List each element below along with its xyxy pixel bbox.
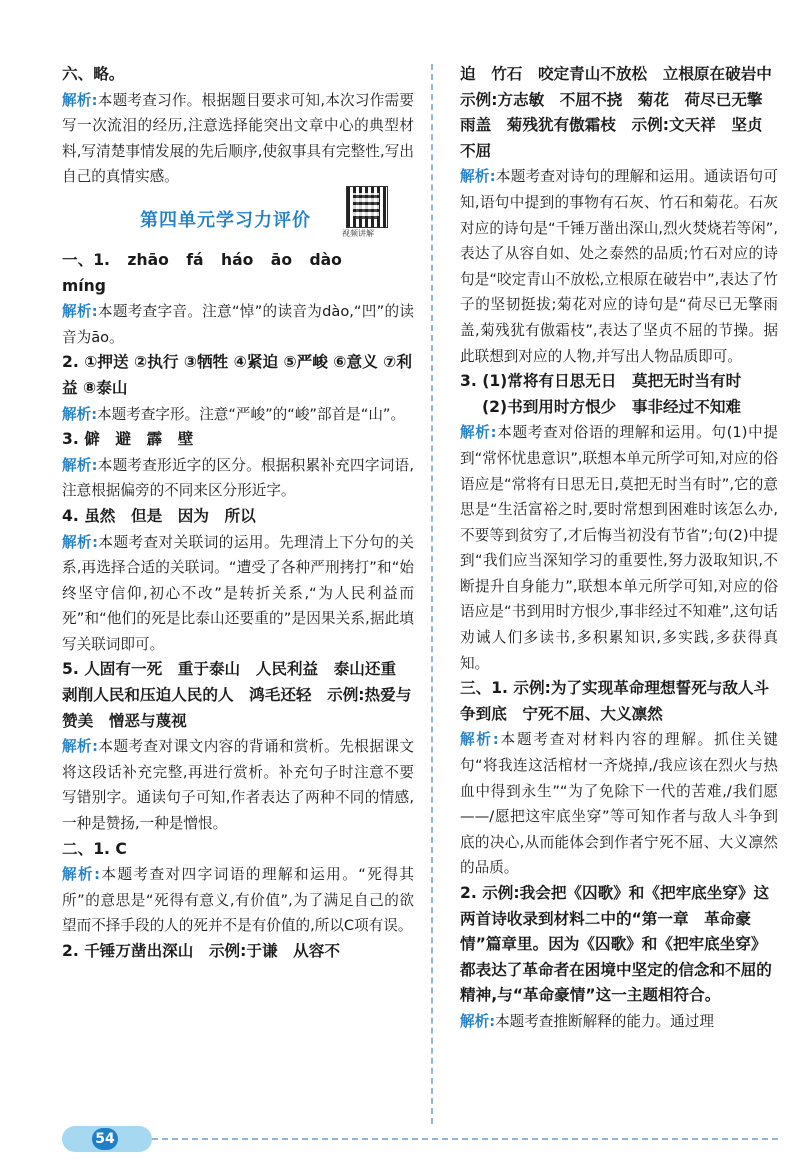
left-column: [62, 62, 414, 965]
section2-q1: 二、1. C: [62, 839, 127, 858]
pinyin-1: zhāo: [127, 250, 169, 269]
pinyin-3: háo: [221, 250, 254, 269]
q4-answer: 4. 虽然 但是 因为 所以: [62, 506, 256, 525]
page-badge: [62, 1126, 152, 1152]
q3-answer-1: 3. (1)常将有日思无日 莫把无时当有时: [460, 372, 742, 391]
analysis: 解析:本题考查对诗句的理解和运用。通读语句可知,语句中提到的事物有石灰、竹石和菊花。石灰对应的诗句是“千锤万凿出深山,烈火焚烧若等闲”,表达了从容自如、处之泰然的品质;竹石对应的诗句是“咬定青山不放松,立根原在破岩中”,表达了竹子的坚韧挺拔;菊花对应的诗句是“荷尽已无擎雨盖,菊残犹有傲霜枝”,表达了坚贞不屈的节操。据此联想到对应的人物,并写出人物品质即可。: [460, 168, 778, 365]
unit-title-block: [62, 190, 414, 248]
q3-answer-2: (2)书到用时方恨少 事非经过不知难: [482, 397, 742, 416]
qr-code-icon[interactable]: [346, 186, 388, 228]
pinyin-2: fá: [186, 250, 204, 269]
section2-q2-continued: 迫 竹石 咬定青山不放松 立根原在破岩中 示例:方志敏 不屈不挠 菊花 荷尽已无擎雨盖 菊残犹有傲霜枝 示例:文天祥 坚贞不屈: [460, 65, 788, 160]
q1-number: 一、1.: [62, 250, 110, 269]
qr-label: 视频讲解: [342, 228, 374, 238]
analysis: 解析:本题考查对材料内容的理解。抓住关键句“将我连这活棺材一齐烧掉,/我应该在烈火与热血中得到永生”“为了免除下一代的苦难,/我们愿——/愿把这牢底坐穿”等可知作者与敌人斗争到底的决心,从而能体会到作者宁死不屈、大义凛然的品质。: [460, 731, 778, 877]
footer-divider: [62, 1138, 778, 1140]
analysis: 解析:本题考查习作。根据题目要求可知,本次习作需要写一次流泪的经历,注意选择能突出文章中心的典型材料,写清楚事情发展的先后顺序,使叙事具有完整性,写出自己的真情实感。: [62, 91, 414, 186]
section3-q2: 2. 示例:我会把《囚歌》和《把牢底坐穿》这两首诗收录到材料二中的“第一章 革命豪情”篇章里。因为《囚歌》和《把牢底坐穿》都表达了革命者在困境中坚定的信念和不屈的精神,与“革命豪情”这一主题相符合。: [460, 884, 772, 1005]
q1-pinyin: [62, 248, 414, 299]
section3-q1: 三、1. 示例:为了实现革命理想誓死与敌人斗争到底 宁死不屈、大义凛然: [460, 679, 770, 723]
q2-answer: 2. ①押送 ②执行 ③牺牲 ④紧迫 ⑤严峻 ⑥意义 ⑦利益 ⑧泰山: [62, 353, 412, 397]
section6-heading: 六、略。: [62, 65, 125, 83]
pinyin-4: āo: [270, 250, 293, 269]
column-divider: [431, 64, 433, 1124]
analysis: 解析:本题考查对课文内容的背诵和赏析。先根据课文将这段话补充完整,再进行赏析。补充句子时注意不要写错别字。通读句子可知,作者表达了两种不同的情感,一种是赞扬,一种是憎恨。: [62, 738, 414, 833]
analysis: 解析:本题考查对四字词语的理解和运用。“死得其所”的意思是“死得有意义,有价值”,为了满足自己的欲望而不择手段的人的死并不是有价值的,所以C项有误。: [62, 866, 415, 935]
right-column: [460, 62, 788, 1035]
q3-answer: 3. 僻 避 霹 壁: [62, 430, 194, 449]
pinyin-6: míng: [62, 276, 106, 295]
q5-answer: 5. 人固有一死 重于泰山 人民利益 泰山还重 剥削人民和压迫人民的人 鸿毛还轻 示例:热爱与赞美 憎恶与蔑视: [62, 660, 412, 730]
section2-q2: 2. 千锤万凿出深山 示例:于谦 从容不: [62, 942, 340, 960]
analysis: 解析:本题考查字音。注意“悼”的读音为dào,“凹”的读音为āo。: [62, 303, 414, 346]
pinyin-5: dào: [309, 250, 342, 269]
analysis: 解析:本题考查对关联词的运用。先理清上下分句的关系,再选择合适的关联词。“遭受了各种严刑拷打”和“始终坚守信仰,初心不改”是转折关系,“为人民利益而死”和“他们的死是比泰山还要重的”是因果关系,据此填写关联词即可。: [62, 533, 414, 653]
unit-title: 第四单元学习力评价: [140, 209, 311, 231]
analysis: 解析:本题考查对俗语的理解和运用。句(1)中提到“常怀忧患意识”,联想本单元所学可知,对应的俗语应是“常将有日思无日,莫把无时当有时”,它的意思是“生活富裕之时,要时常想到困难时该怎么办,不要等到贫穷了,才后悔当初没有节省”;句(2)中提到“我们应当深知学习的重要性,努力汲取知识,不断提升自身能力”,联想本单元所学可知,对应的俗语应是“书到用时方恨少,事非经过不知难”,这句话劝诫人们多读书,多积累知识,多实践,多获得真知。: [460, 424, 778, 672]
analysis: 解析:本题考查形近字的区分。根据积累补充四字词语,注意根据偏旁的不同来区分形近字。: [62, 456, 414, 500]
analysis: 解析:本题考查字形。注意“严峻”的“峻”部首是“山”。: [62, 405, 406, 423]
analysis: 解析:本题考查推断解释的能力。通过理: [460, 1012, 714, 1030]
analysis-tag: 解析:: [62, 91, 98, 109]
page-number: 54: [92, 1128, 118, 1150]
